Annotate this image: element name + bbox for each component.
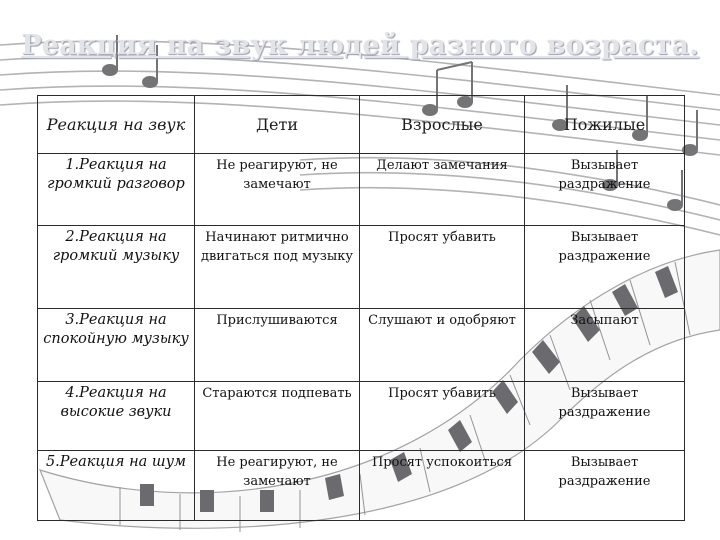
table-row (38, 226, 685, 309)
cell-adults: Делают замечания (360, 154, 525, 226)
row-label: 4.Реакция на высокие звуки (38, 382, 195, 451)
table-row (38, 309, 685, 382)
cell-elderly: Вызывает раздражение (525, 154, 685, 226)
table-row (38, 451, 685, 521)
row-label: 2.Реакция на громкий музыку (38, 226, 195, 309)
table-row (38, 154, 685, 226)
header-elderly: Пожилые (525, 96, 685, 154)
header-adults: Взрослые (360, 96, 525, 154)
cell-children: Прислушиваются (195, 309, 360, 382)
cell-adults: Просят убавить (360, 226, 525, 309)
row-label: 5.Реакция на шум (38, 451, 195, 521)
cell-children: Стараются подпевать (195, 382, 360, 451)
row-label: 3.Реакция на спокойную музыку (38, 309, 195, 382)
cell-elderly: Вызывает раздражение (525, 451, 685, 521)
header-reaction: Реакция на звук (38, 96, 195, 154)
cell-children: Не реагируют, не замечают (195, 154, 360, 226)
cell-elderly: Засыпают (525, 309, 685, 382)
slide-title: Реакция на звук людей разного возраста. (21, 30, 699, 61)
table-header-row (38, 96, 685, 154)
table-row (38, 382, 685, 451)
cell-elderly: Вызывает раздражение (525, 382, 685, 451)
cell-children: Начинают ритмично двигаться под музыку (195, 226, 360, 309)
header-children: Дети (195, 96, 360, 154)
cell-children: Не реагируют, не замечают (195, 451, 360, 521)
cell-elderly: Вызывает раздражение (525, 226, 685, 309)
cell-adults: Слушают и одобряют (360, 309, 525, 382)
cell-adults: Просят убавить (360, 382, 525, 451)
reaction-table (37, 95, 685, 521)
cell-adults: Просят успокоиться (360, 451, 525, 521)
row-label: 1.Реакция на громкий разговор (38, 154, 195, 226)
